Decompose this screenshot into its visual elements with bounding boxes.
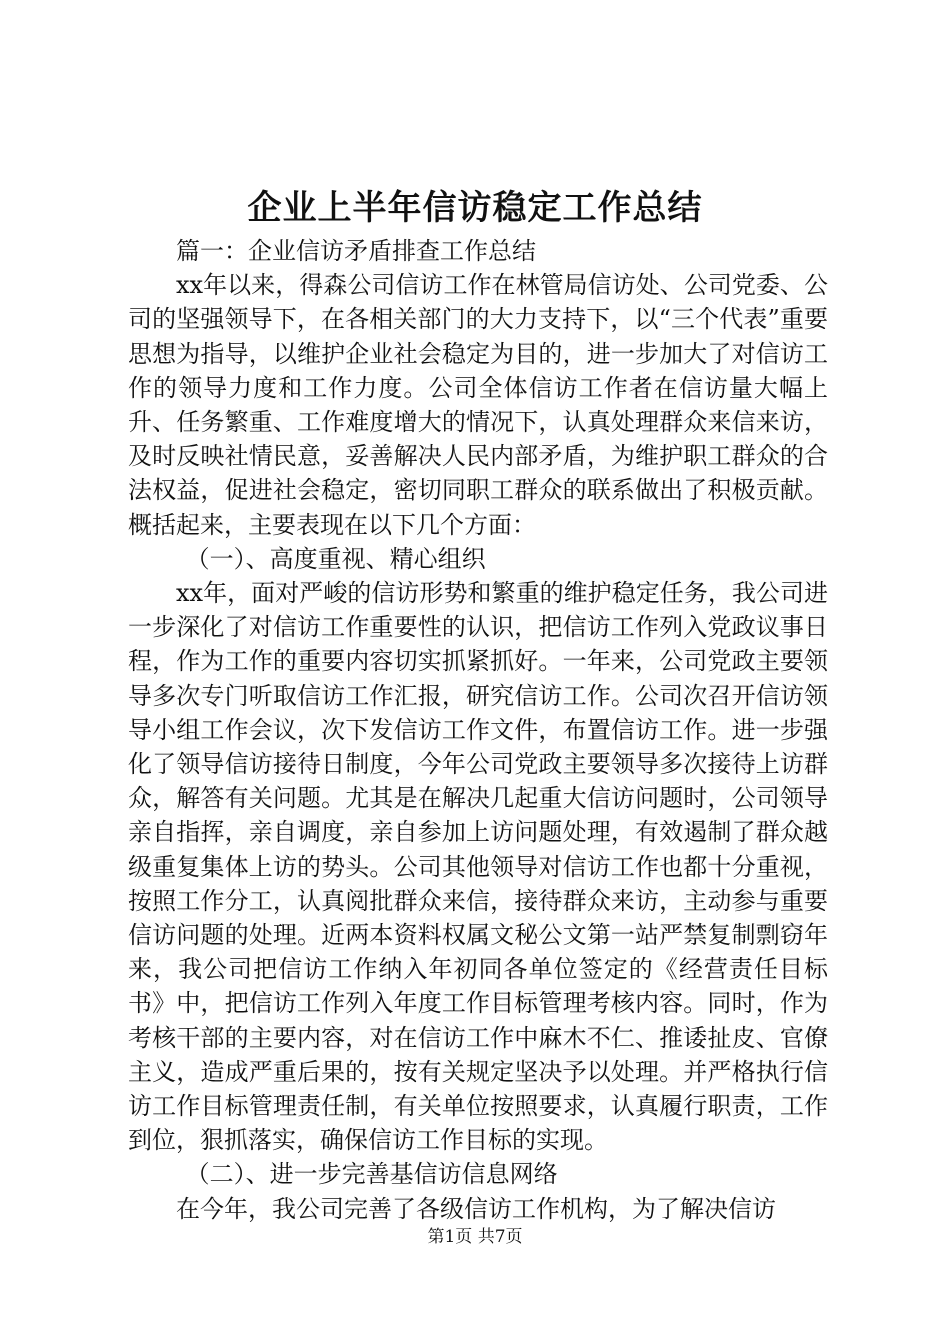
subheading-two: （二）、进一步完善基信访信息网络 <box>185 1160 558 1189</box>
subheading-one: （一）、高度重视、精心组织 <box>185 544 486 573</box>
paragraph-two: 在今年，我公司完善了各级信访工作机构，为了解决信访 <box>176 1194 776 1223</box>
document-title: 企业上半年信访稳定工作总结 <box>247 188 703 228</box>
section-heading-part-one: 篇一：企业信访矛盾排查工作总结 <box>176 237 536 265</box>
page-footer: 第1页 共7页 <box>427 1227 523 1247</box>
document-body <box>128 234 828 1226</box>
paragraph-intro: xx年以来，得森公司信访工作在林管局信访处、公司党委、公司的坚强领导下，在各相关部门的大力支持下，以“三个代表”重要思想为指导，以维护企业社会稳定为目的，进一步加大了对信访工作的领导力度和工作力度。公司全体信访工作者在信访量大幅上升、任务繁重、工作难度增大的情况下，认真处理群众来信来访，及时反映社情民意，妥善解决人民内部矛盾，为维护职工群众的合法权益，促进社会稳定，密切同职工群众的联系做出了积极贡献。概括起来，主要表现在以下几个方面： <box>128 271 828 539</box>
paragraph-one: xx年，面对严峻的信访形势和繁重的维护稳定任务，我公司进一步深化了对信访工作重要性的认识，把信访工作列入党政议事日程，作为工作的重要内容切实抓紧抓好。一年来，公司党政主要领导多次专门听取信访工作汇报，研究信访工作。公司次召开信访领导小组工作会议，次下发信访工作文件，布置信访工作。进一步强化了领导信访接待日制度，今年公司党政主要领导多次接待上访群众，解答有关问题。尤其是在解决几起重大信访问题时，公司领导亲自指挥，亲自调度，亲自参加上访问题处理，有效遏制了群众越级重复集体上访的势头。公司其他领导对信访工作也都十分重视，按照工作分工，认真阅批群众来信，接待群众来访，主动参与重要信访问题的处理。近两本资料权属文秘公文第一站严禁复制剽窃年来，我公司把信访工作纳入年初同各单位签定的《经营责任目标书》中，把信访工作列入年度工作目标管理考核内容。同时，作为考核干部的主要内容，对在信访工作中麻木不仁、推诿扯皮、官僚主义，造成严重后果的，按有关规定坚决予以处理。并严格执行信访工作目标管理责任制，有关单位按照要求，认真履行职责，工作到位，狠抓落实，确保信访工作目标的实现。 <box>128 579 828 1155</box>
